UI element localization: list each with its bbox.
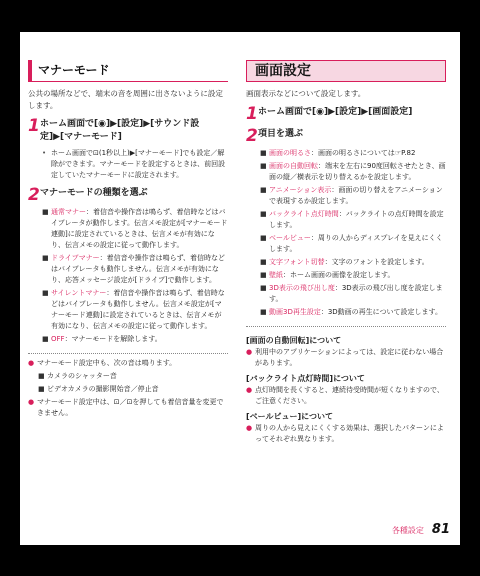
option-label: 文字フォント切替 [269, 258, 325, 266]
note-item [28, 358, 228, 369]
step-text: ホーム画面で[◉]▶[設定]▶[サウンド設定]▶[マナーモード] [40, 119, 200, 142]
option-label: サイレントマナー [51, 289, 107, 297]
square-bullet-icon: ■ [42, 254, 49, 262]
step-number: 2 [246, 126, 258, 146]
note-text: 利用中のアプリケーションによっては、設定に従わない場合があります。 [255, 348, 444, 367]
option-item [42, 207, 228, 251]
page-number: 81 [431, 522, 450, 537]
option-item [260, 307, 446, 318]
note-item [246, 423, 446, 445]
step-2-options [42, 207, 228, 345]
option-desc: ：端末を左右に90度回転させたとき、画面の縦／横表示を切り替えるかを設定します。 [269, 162, 446, 181]
option-item [42, 253, 228, 286]
step-1-bullets [42, 148, 228, 181]
step-number: 1 [28, 116, 40, 136]
square-bullet-icon: ■ [260, 308, 267, 316]
step-2 [28, 187, 228, 203]
option-label: バックライト点灯時間 [269, 210, 339, 218]
bullet-dot-icon: • [42, 149, 47, 157]
option-label: OFF [51, 335, 65, 343]
step-number: 2 [28, 185, 40, 205]
option-desc: ：マナーモードを解除します。 [64, 335, 162, 343]
option-desc: ：画面の明るさについては☞P.82 [311, 149, 416, 157]
option-item [260, 283, 446, 305]
step-1 [28, 118, 228, 144]
square-bullet-icon: ■ [38, 372, 45, 380]
step-number: 1 [246, 104, 258, 124]
step-text: 項目を選ぶ [258, 129, 304, 139]
square-bullet-icon: ■ [260, 162, 267, 170]
note-subhead: [バックライト点灯時間]について [246, 374, 365, 383]
note-dot-icon: ● [28, 398, 35, 406]
option-label: 画面の明るさ [269, 149, 311, 157]
option-desc: ：3D表示の飛び出し度を設定します。 [269, 284, 443, 303]
option-desc: ：ホーム画面の画像を設定します。 [283, 271, 395, 279]
step-2 [246, 128, 446, 144]
option-item [260, 233, 446, 255]
option-item [260, 270, 446, 281]
option-label: 3D表示の飛び出し度 [269, 284, 335, 292]
step-1 [246, 106, 446, 122]
note-text: マナーモード設定中は、⊡／⊡を押しても着信音量を変更できません。 [37, 398, 224, 417]
square-bullet-icon: ■ [260, 210, 267, 218]
manual-page [20, 32, 460, 545]
note-text: マナーモード設定中も、次の音は鳴ります。 [37, 359, 177, 367]
note-text: 点灯時間を長くすると、連続待受時間が短くなりますので、ご注意ください。 [255, 386, 444, 405]
square-bullet-icon: ■ [42, 335, 49, 343]
step-text: マナーモードの種類を選ぶ [40, 188, 148, 198]
step-2-options [260, 148, 446, 318]
note-item [246, 347, 446, 369]
note-subhead: [ベールビュー]について [246, 412, 333, 421]
option-label: アニメーション表示 [269, 186, 332, 194]
display-settings-intro: 画面表示などについて設定します。 [246, 89, 366, 98]
note-dot-icon: ● [246, 424, 253, 432]
note-subitem [38, 371, 228, 382]
bullet-text: ホーム画面で⊡(1秒以上)▶[マナーモード]でも設定／解除ができます。マナーモードを設定するときは、前回設定していたマナーモードに設定されます。 [51, 149, 226, 179]
notes [28, 353, 228, 419]
option-desc: ：周りの人からディスプレイを見えにくくします。 [269, 234, 443, 253]
option-label: ドライブマナー [51, 254, 100, 262]
section-title-display-settings: 画面設定 [246, 60, 446, 82]
notes [246, 326, 446, 445]
option-item [260, 148, 446, 159]
left-column [28, 60, 228, 421]
chapter-label: 各種設定 [391, 526, 424, 535]
square-bullet-icon: ■ [38, 385, 45, 393]
note-subitem-text: ビデオカメラの撮影開始音／停止音 [47, 385, 159, 393]
square-bullet-icon: ■ [260, 258, 267, 266]
page-footer [392, 522, 450, 537]
square-bullet-icon: ■ [260, 234, 267, 242]
note-subitem [38, 384, 228, 395]
square-bullet-icon: ■ [42, 208, 49, 216]
manner-mode-intro: 公共の場所などで、端末の音を周囲に出さないように設定します。 [28, 89, 223, 110]
option-label: 動画3D再生設定 [269, 308, 321, 316]
square-bullet-icon: ■ [260, 284, 267, 292]
note-subhead: [画面の自動回転]について [246, 336, 342, 345]
note-dot-icon: ● [28, 359, 35, 367]
option-desc: ：着信音や操作音は鳴らず、着信時などはバイブレータも動作しません。伝言メモ設定が[マナーモード連動]に設定されているときは、伝言メモが有効になり、伝言メモの設定に従って動作します。 [51, 289, 225, 330]
option-desc: ：文字のフォントを設定します。 [324, 258, 429, 266]
section-title-manner-mode: マナーモード [28, 60, 228, 82]
option-item [42, 288, 228, 332]
option-item [260, 161, 446, 183]
option-item [260, 257, 446, 268]
note-dot-icon: ● [246, 348, 253, 356]
right-column [246, 60, 446, 447]
bullet-item [42, 148, 228, 181]
option-desc: ：画面の切り替えをアニメーションで表現するか設定します。 [269, 186, 443, 205]
square-bullet-icon: ■ [260, 149, 267, 157]
note-subitem-text: カメラのシャッター音 [47, 372, 117, 380]
option-desc: ：着信音や操作音は鳴らず、着信時などはバイブレータが動作します。伝言メモ設定が[マナーモード連動]に設定されているときは、伝言メモが有効になり、伝言メモの設定に従って動作します。 [51, 208, 228, 249]
square-bullet-icon: ■ [42, 289, 49, 297]
option-item [260, 209, 446, 231]
note-item [28, 397, 228, 419]
option-desc: ：バックライトの点灯時間を設定します。 [269, 210, 444, 229]
note-text: 周りの人から見えにくくする効果は、選択したパターンによってそれぞれ異なります。 [255, 424, 444, 443]
note-item [246, 385, 446, 407]
option-label: 壁紙 [269, 271, 283, 279]
square-bullet-icon: ■ [260, 271, 267, 279]
option-desc: ：3D動画の再生について設定します。 [320, 308, 442, 316]
option-desc: ：着信音や操作音は鳴らず、着信時などはバイブレータも動作しません。伝言メモが有効になり、応答メッセージ設定が[ドライブ]で動作します。 [51, 254, 226, 284]
note-dot-icon: ● [246, 386, 253, 394]
option-label: 画面の自動回転 [269, 162, 318, 170]
option-label: ベールビュー [269, 234, 311, 242]
option-item [260, 185, 446, 207]
step-text: ホーム画面で[◉]▶[設定]▶[画面設定] [258, 107, 413, 117]
option-item [42, 334, 228, 345]
option-label: 通常マナー [51, 208, 86, 216]
square-bullet-icon: ■ [260, 186, 267, 194]
